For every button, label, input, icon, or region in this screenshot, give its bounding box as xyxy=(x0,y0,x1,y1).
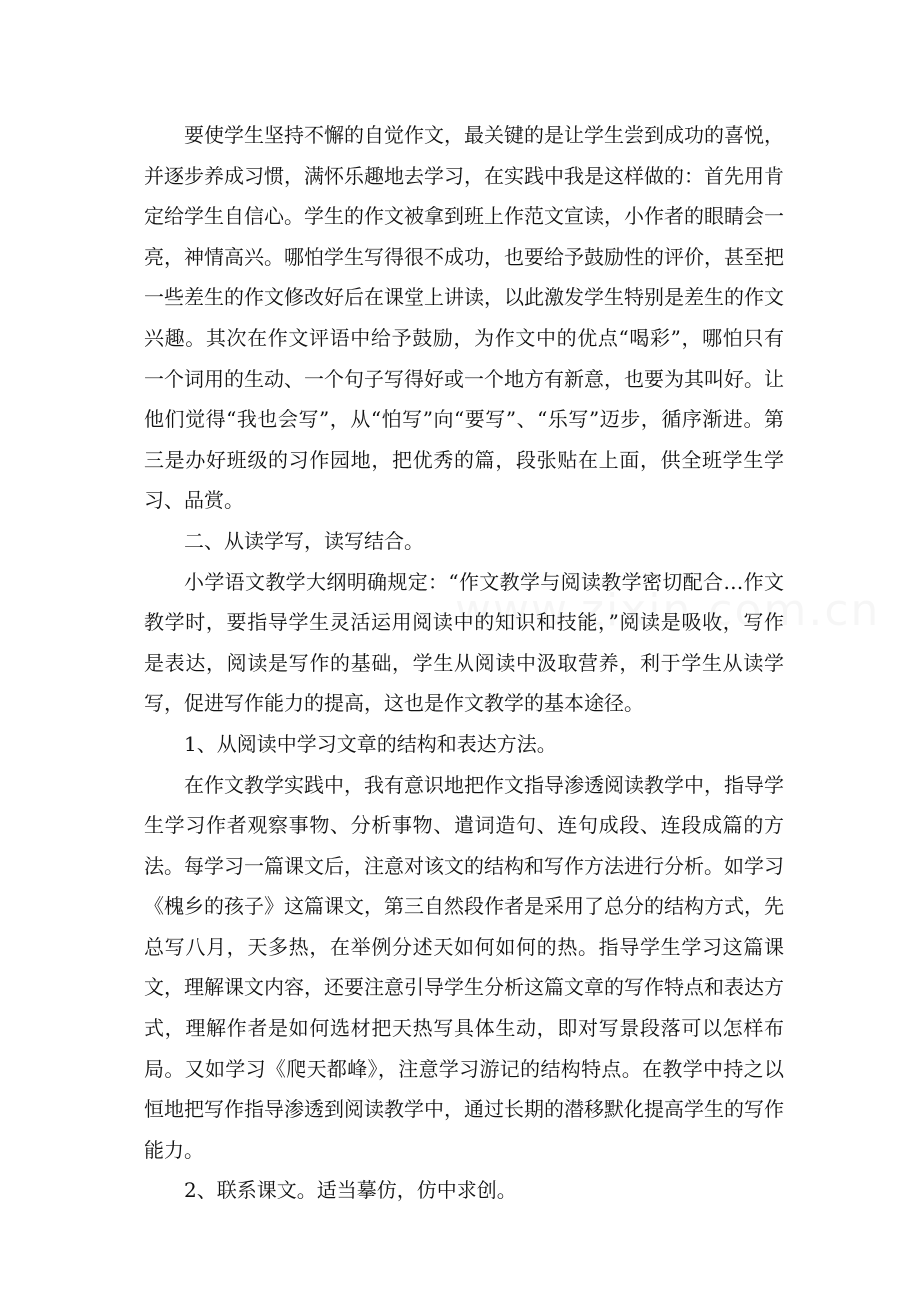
paragraph-encouragement: 要使学生坚持不懈的自觉作文，最关键的是让学生尝到成功的喜悦，并逐步养成习惯，满怀乐趣地去学习，在实践中我是这样做的：首先用肯定给学生自信心。学生的作文被拿到班上作范文宣读，小作者的眼睛会一亮，神情高兴。哪怕学生写得很不成功，也要给予鼓励性的评价，甚至把一些差生的作文修改好后在课堂上讲读，以此激发学生特别是差生的作文兴趣。其次在作文评语中给予鼓励，为作文中的优点“喝彩”，哪怕只有一个词用的生动、一个句子写得好或一个地方有新意，也要为其叫好。让他们觉得“我也会写”，从“怕写”向“要写”、“乐写”迈步，循序渐进。第三是办好班级的习作园地，把优秀的篇，段张贴在上面，供全班学生学习、品赏。 xyxy=(144,123,784,513)
subheading-imitation: 2、联系课文。适当摹仿，仿中求创。 xyxy=(184,1178,517,1203)
paragraph-practice: 在作文教学实践中，我有意识地把作文指导渗透阅读教学中，指导学生学习作者观察事物、分析事物、遣词造句、连句成段、连段成篇的方法。每学习一篇课文后，注意对该文的结构和写作方法进行分析。如学习《槐乡的孩子》这篇课文，第三自然段作者是采用了总分的结构方式，先总写八月，天多热，在举例分述天如何如何的热。指导学生学习这篇课文，理解课文内容，还要注意引导学生分析这篇文章的写作特点和表达方式，理解作者是如何选材把天热写具体生动，即对写景段落可以怎样布局。又如学习《爬天都峰》，注意学习游记的结构特点。在教学中持之以恒地把写作指导渗透到阅读教学中，通过长期的潜移默化提高学生的写作能力。 xyxy=(144,772,784,1162)
paragraph-syllabus: 小学语文教学大纲明确规定：“作文教学与阅读教学密切配合…作文教学时，要指导学生灵活运用阅读中的知识和技能，”阅读是吸收，写作是表达，阅读是写作的基础，学生从阅读中汲取营养，利于学生从读学写，促进写作能力的提高，这也是作文教学的基本途径。 xyxy=(144,569,784,716)
document-body xyxy=(144,115,784,1211)
subheading-structure-methods: 1、从阅读中学习文章的结构和表达方法。 xyxy=(184,731,557,756)
section-heading-reading-writing: 二、从读学写，读写结合。 xyxy=(184,528,424,553)
